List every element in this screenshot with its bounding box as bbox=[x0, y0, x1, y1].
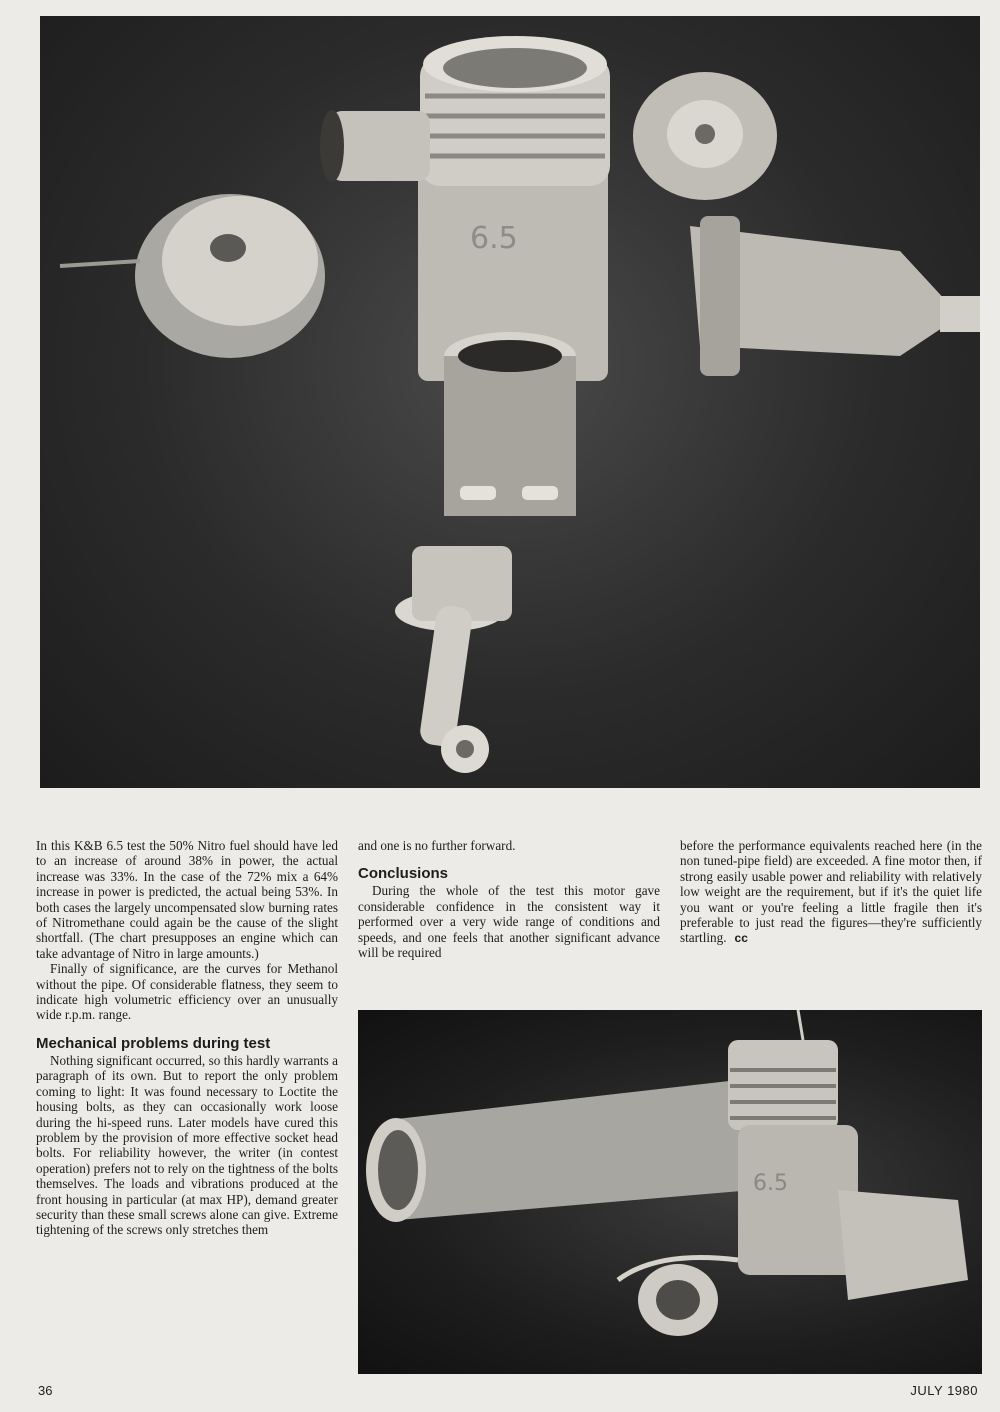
engine-parts-illustration bbox=[40, 16, 980, 788]
paragraph-methanol-curves: Finally of significance, are the curves for Methanol without the pipe. Of considerable flatness, they seem to indicate high volumetric efficiency over an unusually wide r.p.m. range. bbox=[36, 961, 338, 1023]
paragraph-continuation: and one is no further forward. bbox=[358, 838, 516, 853]
article-column-1 bbox=[36, 838, 338, 1238]
page-number: 36 bbox=[38, 1383, 53, 1398]
paragraph-nitro-results: In this K&B 6.5 test the 50% Nitro fuel should have led to an increase of around 38% in power, the actual increase was 33%. In the case of the 72% mix a 64% increase in power is predicted, the actual being 53%. In both cases the largely uncompensated slow burning rates of Nitromethane could again be the cause of the slight shortfall. (The chart presupposes an engine which can take advantage of Nitro in large amounts.) bbox=[36, 838, 338, 961]
photo-top-caption: 6.5 bbox=[470, 221, 518, 256]
paragraph-final-remarks bbox=[680, 838, 982, 947]
assembled-engine-illustration bbox=[358, 1010, 982, 1374]
photo-bottom-caption: 6.5 bbox=[753, 1171, 788, 1196]
engine-parts-photo bbox=[40, 16, 980, 788]
heading-conclusions: Conclusions bbox=[358, 865, 449, 883]
article-column-3 bbox=[680, 838, 982, 947]
issue-date: JULY 1980 bbox=[910, 1383, 978, 1398]
end-of-article-mark: cc bbox=[734, 931, 748, 946]
article-column-2 bbox=[358, 838, 660, 960]
final-remarks-text: before the performance equivalents reached here (in the non tuned-pipe field) are exceeded. A fine motor then, if strong easily usable power and reliability with relatively low weight are the requirement, but if it's the quiet life you want or you're feeling a little fragile then it's preferable to just read the figures—they're sufficiently startling. bbox=[680, 838, 982, 946]
paragraph-conclusions: During the whole of the test this motor gave considerable confidence in the consistent way it performed over a very wide range of conditions and speeds, and one feels that another significant advance will be required bbox=[358, 883, 660, 961]
paragraph-mechanical-problems: Nothing significant occurred, so this hardly warrants a paragraph of its own. But to report the only problem coming to light: It was found necessary to Loctite the housing bolts, as they can occasionally work loose during the hi-speed runs. Later models have cured this problem by the provision of more effective socket head bolts. For reliability however, the writer (in contest operation) prefers not to rely on the tightness of the bolts themselves. The loads and vibrations produced at the front housing in particular (at max HP), demand greater security than these small screws alone can give. Extreme tightening of the screws only stretches them bbox=[36, 1052, 338, 1238]
heading-mechanical-problems: Mechanical problems during test bbox=[36, 1034, 271, 1052]
assembled-engine-photo bbox=[358, 1010, 982, 1374]
